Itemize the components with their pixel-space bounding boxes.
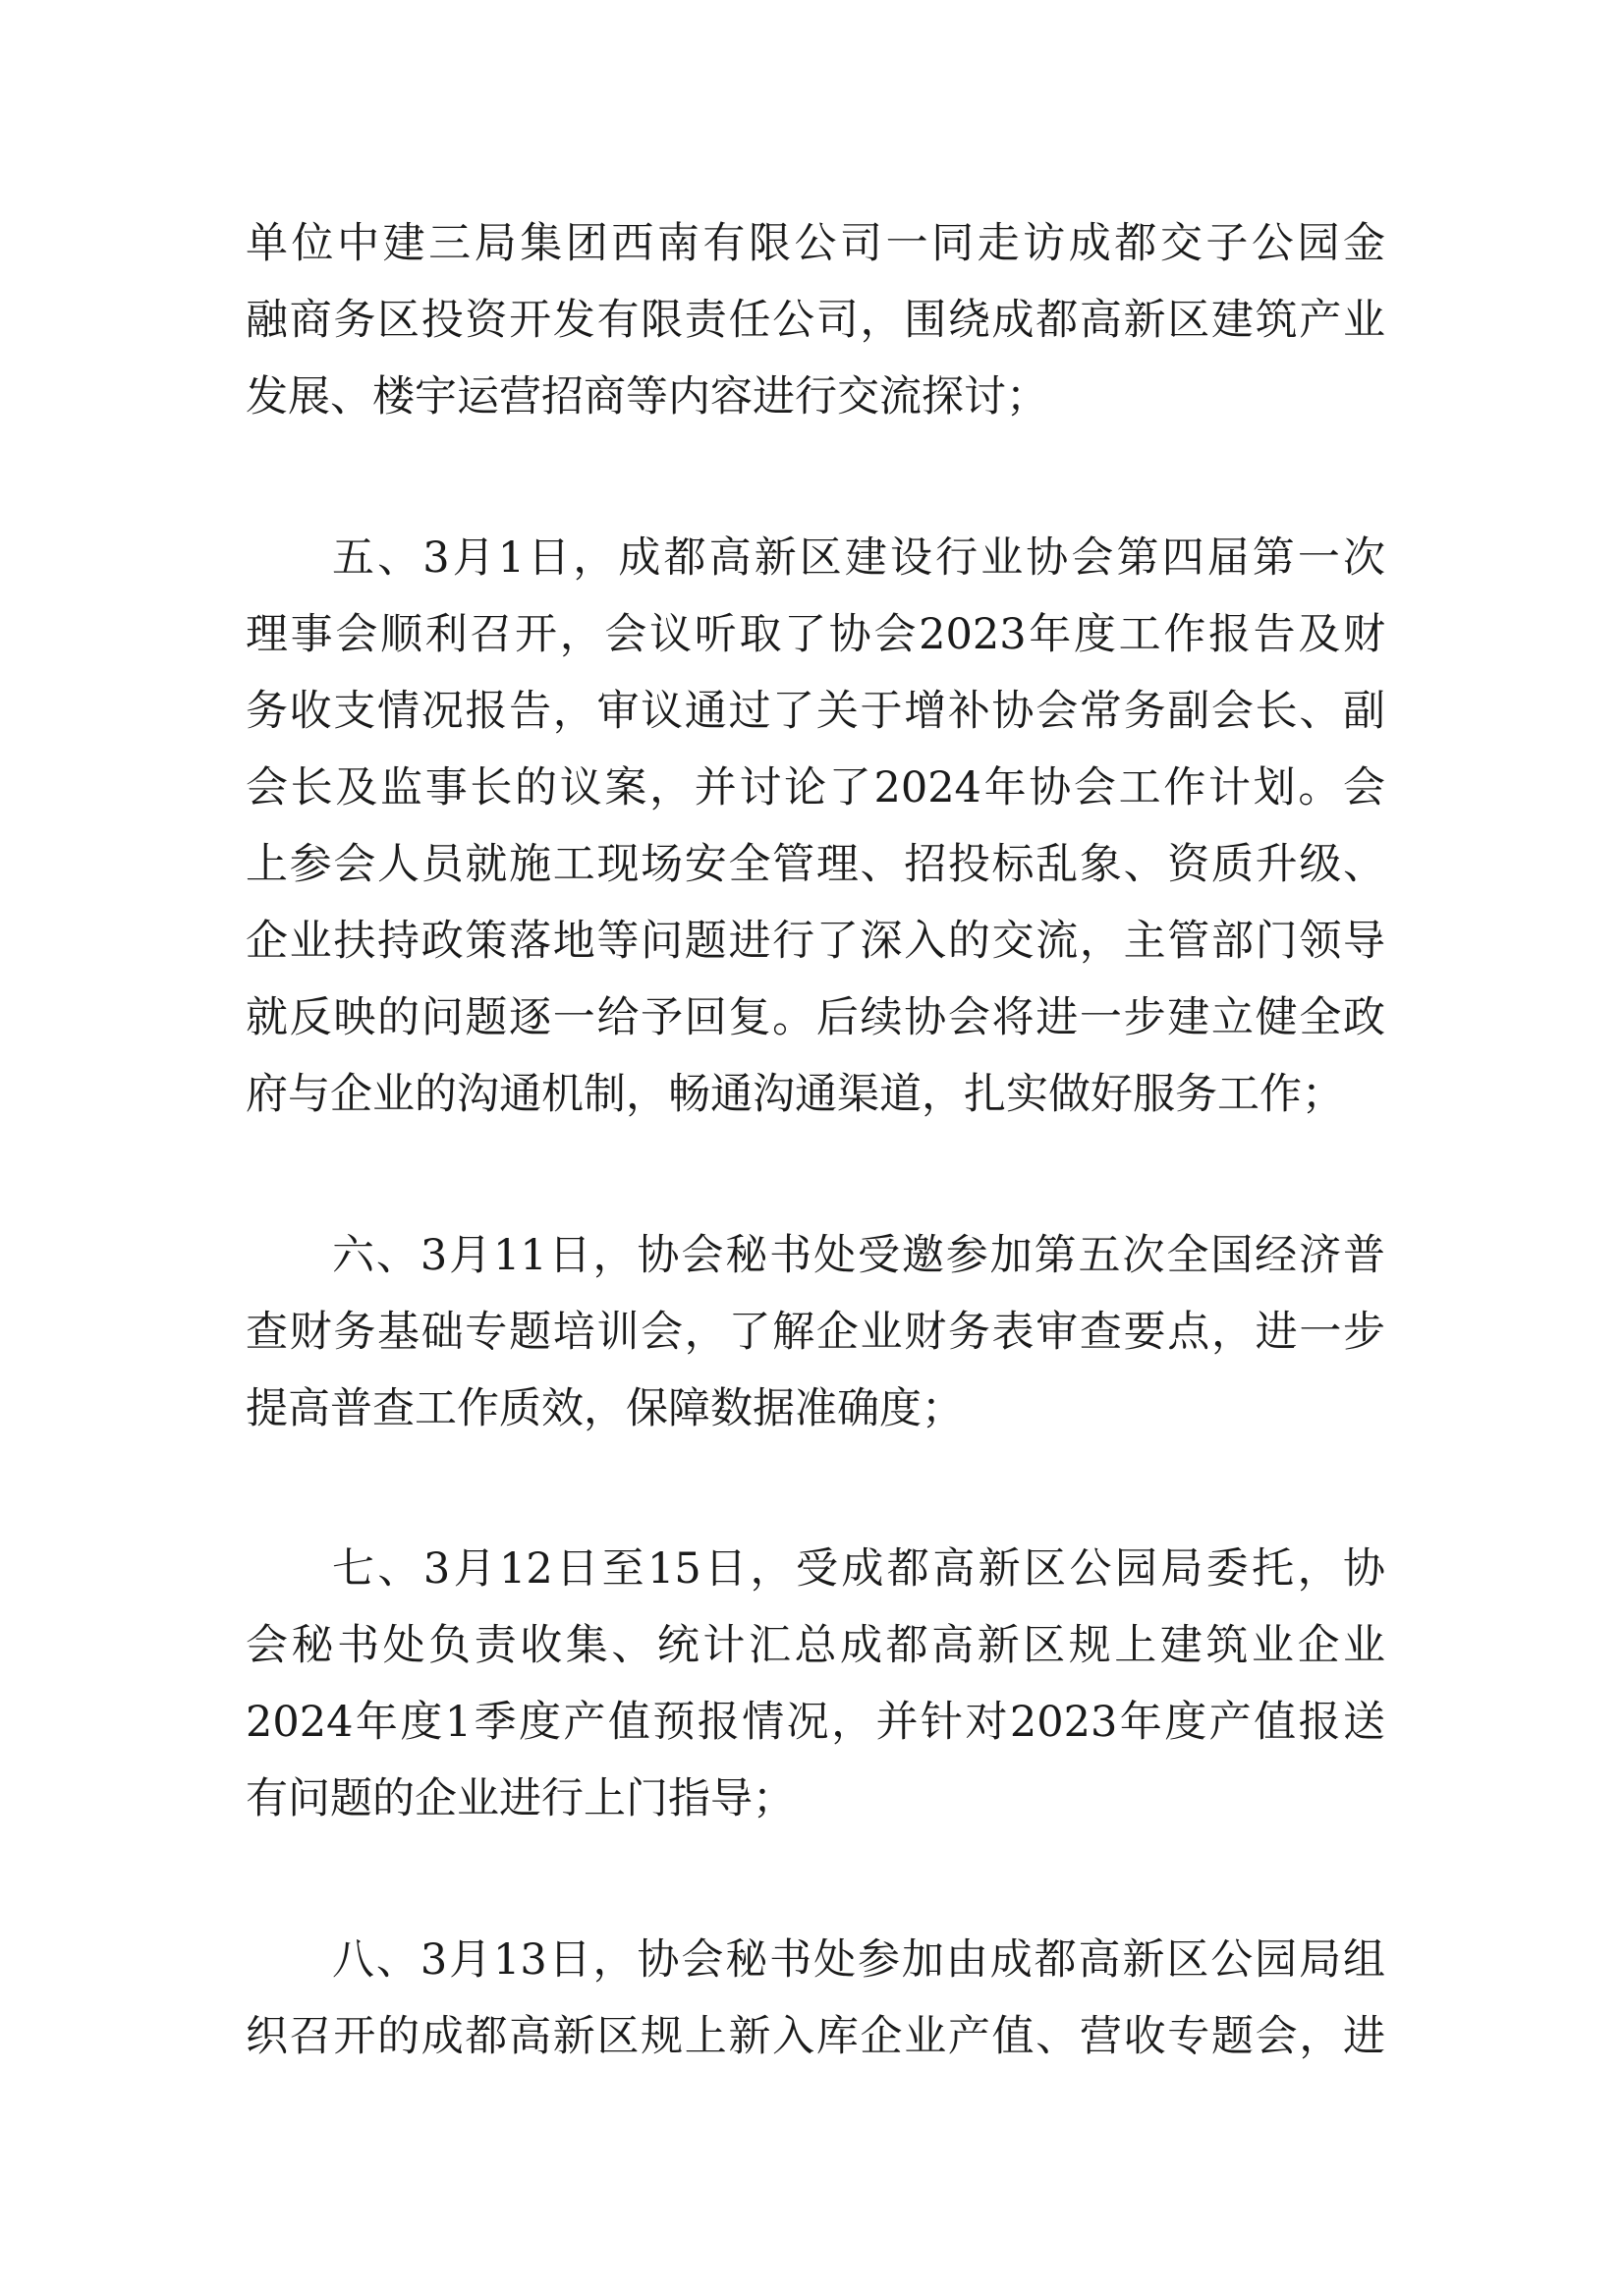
text-line: 务收支情况报告，审议通过了关于增补协会常务副会长、副 <box>246 687 1385 736</box>
text-line: 企业扶持政策落地等问题进行了深入的交流，主管部门领导 <box>246 917 1385 966</box>
text-line: 发展、楼宇运营招商等内容进行交流探讨； <box>246 372 1048 421</box>
text-line: 查财务基础专题培训会，了解企业财务表审查要点，进一步 <box>246 1308 1385 1357</box>
paragraph-item-8 <box>246 1922 1385 2075</box>
text-line: 府与企业的沟通机制，畅通沟通渠道，扎实做好服务工作； <box>246 1070 1344 1119</box>
text-line: 提高普查工作质效，保障数据准确度； <box>246 1384 964 1433</box>
text-line: 有问题的企业进行上门指导； <box>246 1774 795 1823</box>
text-line: 就反映的问题逐一给予回复。后续协会将进一步建立健全政 <box>246 993 1385 1042</box>
text-line: 会秘书处负责收集、统计汇总成都高新区规上建筑业企业 <box>246 1621 1385 1670</box>
paragraph-item-7 <box>246 1531 1385 1837</box>
text-line: 融商务区投资开发有限责任公司，围绕成都高新区建筑产业 <box>246 296 1385 345</box>
paragraph-item-5 <box>246 520 1385 1133</box>
text-line: 单位中建三局集团西南有限公司一同走访成都交子公园金 <box>246 219 1385 268</box>
text-line: 七、3月12日至15日，受成都高新区公园局委托，协 <box>332 1544 1385 1594</box>
text-line: 2024年度1季度产值预报情况，并针对2023年度产值报送 <box>246 1698 1385 1747</box>
paragraph-continuation <box>246 205 1385 435</box>
text-line: 织召开的成都高新区规上新入库企业产值、营收专题会，进 <box>246 2012 1385 2061</box>
text-line: 上参会人员就施工现场安全管理、招投标乱象、资质升级、 <box>246 840 1385 889</box>
text-line: 会长及监事长的议案，并讨论了2024年协会工作计划。会 <box>246 763 1385 812</box>
text-line: 八、3月13日，协会秘书处参加由成都高新区公园局组 <box>332 1935 1385 1985</box>
text-line: 五、3月1日，成都高新区建设行业协会第四届第一次 <box>332 533 1385 583</box>
text-line: 六、3月11日，协会秘书处受邀参加第五次全国经济普 <box>332 1231 1385 1280</box>
text-line: 理事会顺利召开，会议听取了协会2023年度工作报告及财 <box>246 610 1385 659</box>
paragraph-item-6 <box>246 1217 1385 1447</box>
